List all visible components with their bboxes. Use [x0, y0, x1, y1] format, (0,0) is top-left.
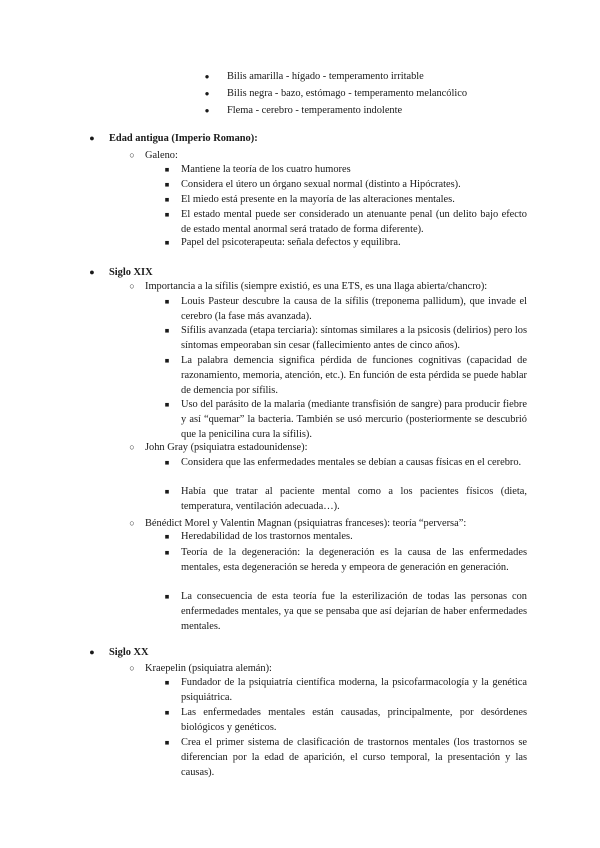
list-item	[204, 103, 527, 118]
bullet-icon: ●	[204, 89, 210, 98]
bullet-icon: ■	[164, 592, 170, 601]
bullet-icon: ■	[164, 458, 170, 467]
bullet-icon: ■	[164, 356, 170, 365]
list-item-text: Heredabilidad de los trastornos mentales.	[181, 531, 353, 542]
list-item	[164, 705, 527, 735]
list-item	[129, 148, 530, 163]
section-heading: Siglo XX	[109, 647, 149, 658]
bullet-icon: ●	[204, 72, 210, 81]
list-item-text: Uso del parásito de la malaria (mediante transfisión de sangre) para producir fiebre y así “quemar” la bacteria. También se usó mercurio (posteriormente se descubrió que la penicilina cura la sífilis).	[181, 399, 527, 441]
bullet-icon: ■	[164, 487, 170, 496]
list-item-text: Considera que las enfermedades mentales se debían a causas físicas en el cerebro.	[181, 457, 522, 468]
list-item	[164, 323, 527, 353]
list-item	[164, 397, 527, 443]
bullet-icon: ■	[164, 297, 170, 306]
list-item-text: Bénédict Morel y Valentin Magnan (psiquiatras franceses): teoría “perversa”:	[145, 518, 467, 529]
list-item-text: Papel del psicoterapeuta: señala defectos y equilibra.	[181, 237, 401, 248]
bullet-icon: ■	[164, 532, 170, 541]
bullet-icon: ■	[164, 400, 170, 409]
bullet-icon: ■	[164, 195, 170, 204]
bullet-icon: ○	[129, 150, 135, 160]
bullet-icon: ■	[164, 738, 170, 747]
list-item	[204, 69, 527, 84]
section-heading: Siglo XIX	[109, 267, 153, 278]
list-item	[89, 265, 529, 280]
list-item-text: El miedo está presente en la mayoría de las alteraciones mentales.	[181, 194, 455, 205]
list-item-text: La consecuencia de esta teoría fue la esterilización de todas las personas con enfermedades mentales, ya que se pensaba que así dejarían de haber enfermedades mentales.	[181, 591, 527, 633]
list-item	[164, 529, 527, 544]
list-item-text: La palabra demencia significa pérdida de funciones cognitivas (capacidad de razonamiento, memoria, atención, etc.). En función de esta pérdida se puede hablar de demencia por sífilis.	[181, 355, 527, 397]
bullet-icon: ●	[89, 133, 95, 143]
list-item	[164, 484, 527, 514]
bullet-icon: ○	[129, 663, 135, 673]
list-item-text: Había que tratar al paciente mental como a los pacientes físicos (dieta, temperatura, ventilación adecuada…).	[181, 486, 527, 513]
bullet-icon: ■	[164, 238, 170, 247]
list-item-text: Bilis negra - bazo, estómago - temperamento melancólico	[227, 88, 468, 99]
bullet-icon: ○	[129, 281, 135, 291]
list-item	[164, 545, 527, 575]
bullet-icon: ●	[89, 267, 95, 277]
bullet-icon: ○	[129, 518, 135, 528]
bullet-icon: ●	[204, 106, 210, 115]
list-item	[129, 279, 530, 294]
list-item-text: Flema - cerebro - temperamento indolente	[227, 105, 403, 116]
list-item-text: Mantiene la teoría de los cuatro humores	[181, 164, 351, 175]
bullet-icon: ●	[89, 647, 95, 657]
bullet-icon: ■	[164, 678, 170, 687]
list-item-text: Teoría de la degeneración: la degeneración es la causa de las enfermedades mentales, esta degeneración se hereda y empeora de generación en generación.	[181, 547, 527, 574]
list-item-text: Crea el primer sistema de clasificación de trastornos mentales (los trastornos se diferencian por la edad de aparición, el curso temporal, la presentación y las causas).	[181, 737, 527, 779]
list-item	[164, 192, 527, 207]
bullet-icon: ■	[164, 210, 170, 219]
list-item	[164, 589, 527, 635]
bullet-icon: ■	[164, 326, 170, 335]
list-item-text: Fundador de la psiquiatría científica moderna, la psicofarmacología y la genética psiquiátrica.	[181, 677, 527, 704]
list-item	[164, 235, 527, 250]
list-item	[164, 455, 527, 470]
section-heading: Edad antigua (Imperio Romano):	[109, 133, 258, 144]
list-item	[89, 131, 529, 146]
list-item-text: Sífilis avanzada (etapa terciaria): síntomas similares a la psicosis (delirios) pero los síntomas empeoraban sin cesar (fallecimiento antes de cinco años).	[181, 325, 527, 352]
list-item-text: Kraepelin (psiquiatra alemán):	[145, 663, 272, 674]
list-item	[89, 645, 529, 660]
list-item	[164, 353, 527, 399]
bullet-icon: ■	[164, 708, 170, 717]
list-item	[164, 162, 527, 177]
list-item-text: El estado mental puede ser considerado un atenuante penal (un delito bajo efecto de estado mental anormal será tratado de forma diferente).	[181, 209, 527, 236]
bullet-icon: ○	[129, 442, 135, 452]
list-item-text: Bilis amarilla - hígado - temperamento irritable	[227, 71, 424, 82]
bullet-icon: ■	[164, 180, 170, 189]
list-item-text: John Gray (psiquiatra estadounidense):	[145, 442, 308, 453]
list-item	[164, 207, 527, 237]
list-item	[164, 177, 527, 192]
list-item	[164, 735, 527, 781]
list-item	[164, 675, 527, 705]
list-item-text: Considera el útero un órgano sexual normal (distinto a Hipócrates).	[181, 179, 461, 190]
list-item-text: Louis Pasteur descubre la causa de la sífilis (treponema pallidum), que invade el cerebro (la fase más avanzada).	[181, 296, 527, 323]
list-item	[129, 661, 530, 676]
bullet-icon: ■	[164, 548, 170, 557]
bullet-icon: ■	[164, 165, 170, 174]
list-item	[129, 440, 530, 455]
list-item-text: Importancia a la sífilis (siempre existió, es una ETS, es una llaga abierta/chancro):	[145, 281, 488, 292]
list-item	[164, 294, 527, 324]
list-item-text: Las enfermedades mentales están causadas, principalmente, por desórdenes biológicos y genéticos.	[181, 707, 527, 734]
list-item	[204, 86, 527, 101]
list-item-text: Galeno:	[145, 150, 178, 161]
